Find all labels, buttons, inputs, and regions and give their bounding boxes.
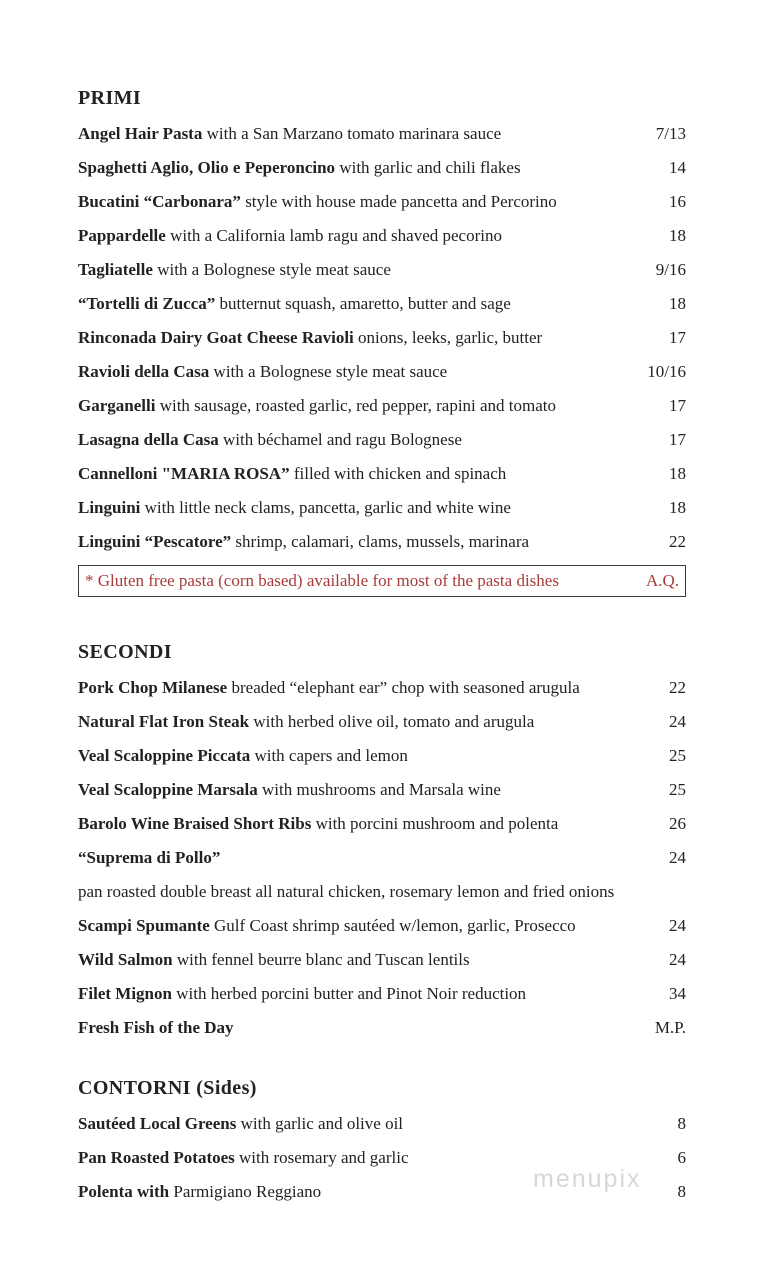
menu-item-row xyxy=(78,157,686,179)
item-desc: Parmigiano Reggiano xyxy=(169,1182,322,1201)
menu-item-row xyxy=(78,361,686,383)
item-desc: with a California lamb ragu and shaved pecorino xyxy=(165,226,502,245)
note-text: * Gluten free pasta (corn based) available for most of the pasta dishes xyxy=(85,571,559,590)
item-name: “Tortelli di Zucca” xyxy=(78,294,216,313)
item-text xyxy=(78,395,556,417)
item-name: Wild Salmon xyxy=(78,950,173,969)
item-desc: with garlic and olive oil xyxy=(236,1114,404,1133)
item-name: Lasagna della Casa xyxy=(78,430,219,449)
item-price: 18 xyxy=(669,226,686,245)
item-desc: with a Bolognese style meat sauce xyxy=(209,362,448,381)
item-desc: with rosemary and garlic xyxy=(234,1148,409,1167)
menu-item-row xyxy=(78,395,686,417)
item-price: 6 xyxy=(677,1148,686,1167)
item-price: 9/16 xyxy=(655,260,686,279)
item-desc: with capers and lemon xyxy=(250,746,408,765)
menu-item-row xyxy=(78,531,686,553)
item-name: Cannelloni "MARIA ROSA” xyxy=(78,464,290,483)
menu-item-row xyxy=(78,191,686,213)
item-price: 8 xyxy=(677,1182,686,1201)
section-title-contorni: CONTORNI (Sides) xyxy=(78,1077,257,1099)
section-title-secondi: SECONDI xyxy=(78,641,172,663)
item-desc: breaded “elephant ear” chop with seasoned arugula xyxy=(227,678,580,697)
item-name: Linguini “Pescatore” xyxy=(78,532,232,551)
menu-item-row xyxy=(78,225,686,247)
item-text xyxy=(78,259,391,281)
item-name: Scampi Spumante xyxy=(78,916,210,935)
item-name: Veal Scaloppine Marsala xyxy=(78,780,258,799)
item-price: 26 xyxy=(669,814,686,833)
item-desc: with herbed porcini butter and Pinot Noir reduction xyxy=(171,984,527,1003)
menu-item-row xyxy=(78,1017,686,1039)
item-name: Veal Scaloppine Piccata xyxy=(78,746,251,765)
menu-item-row xyxy=(78,983,686,1005)
item-text xyxy=(78,429,462,451)
item-desc: filled with chicken and spinach xyxy=(289,464,507,483)
menu-item-row xyxy=(78,711,686,733)
item-price: 22 xyxy=(669,678,686,697)
item-desc: pan roasted double breast all natural chicken, rosemary lemon and fried onions xyxy=(78,882,615,901)
item-price: 24 xyxy=(669,916,686,935)
item-price: 24 xyxy=(669,848,686,867)
item-desc: with porcini mushroom and polenta xyxy=(311,814,559,833)
item-name: Polenta with xyxy=(78,1182,170,1201)
menu-sections xyxy=(78,87,686,1203)
item-text xyxy=(78,361,447,383)
item-text xyxy=(78,677,580,699)
menu-item-row xyxy=(78,123,686,145)
item-price: 22 xyxy=(669,532,686,551)
item-text xyxy=(78,813,558,835)
menu-item-row xyxy=(78,779,686,801)
menupix-watermark: menupix xyxy=(533,1165,642,1193)
item-text xyxy=(78,1147,408,1169)
item-text xyxy=(78,779,501,801)
item-name: “Suprema di Pollo” xyxy=(78,848,221,867)
menu-item-row xyxy=(78,881,686,903)
item-price: 16 xyxy=(669,192,686,211)
menu-item-row xyxy=(78,463,686,485)
item-price: 18 xyxy=(669,294,686,313)
menu-item-row xyxy=(78,949,686,971)
item-text xyxy=(78,225,502,247)
item-price: 10/16 xyxy=(647,362,686,381)
item-text xyxy=(78,497,511,519)
item-desc: style with house made pancetta and Percorino xyxy=(240,192,557,211)
item-name: Bucatini “Carbonara” xyxy=(78,192,241,211)
menu-item-row xyxy=(78,745,686,767)
menu-item-row xyxy=(78,327,686,349)
item-desc: butternut squash, amaretto, butter and sage xyxy=(215,294,511,313)
item-text xyxy=(78,123,501,145)
item-name: Linguini xyxy=(78,498,141,517)
item-text xyxy=(78,983,526,1005)
item-price: 25 xyxy=(669,780,686,799)
item-name: Spaghetti Aglio, Olio e Peperoncino xyxy=(78,158,336,177)
item-text xyxy=(78,293,511,315)
item-text xyxy=(78,847,220,869)
item-desc: with a Bolognese style meat sauce xyxy=(152,260,391,279)
item-name: Ravioli della Casa xyxy=(78,362,210,381)
item-price: 7/13 xyxy=(655,124,686,143)
item-text xyxy=(78,881,614,903)
note-price: A.Q. xyxy=(645,571,679,590)
menu-item-row xyxy=(78,813,686,835)
item-price: 24 xyxy=(669,950,686,969)
item-price: 18 xyxy=(669,464,686,483)
item-price: 34 xyxy=(669,984,686,1003)
item-price: 24 xyxy=(669,712,686,731)
menu-item-row xyxy=(78,847,686,869)
item-desc: onions, leeks, garlic, butter xyxy=(353,328,543,347)
item-name: Pork Chop Milanese xyxy=(78,678,228,697)
item-name: Angel Hair Pasta xyxy=(78,124,203,143)
item-desc: with béchamel and ragu Bolognese xyxy=(218,430,462,449)
item-name: Barolo Wine Braised Short Ribs xyxy=(78,814,312,833)
menu-item-row xyxy=(78,497,686,519)
item-name: Tagliatelle xyxy=(78,260,153,279)
item-text xyxy=(78,915,576,937)
item-desc: with little neck clams, pancetta, garlic and white wine xyxy=(140,498,511,517)
item-name: Sautéed Local Greens xyxy=(78,1114,237,1133)
item-text xyxy=(78,949,470,971)
menu-section-primi xyxy=(78,87,686,597)
item-text xyxy=(78,191,557,213)
menu-item-row xyxy=(78,259,686,281)
item-desc: with a San Marzano tomato marinara sauce xyxy=(202,124,502,143)
menu-item-row xyxy=(78,1113,686,1135)
menu-item-row xyxy=(78,915,686,937)
gluten-free-note xyxy=(78,565,686,597)
item-name: Filet Mignon xyxy=(78,984,172,1003)
menu-item-row xyxy=(78,429,686,451)
item-name: Rinconada Dairy Goat Cheese Ravioli xyxy=(78,328,354,347)
item-desc: with garlic and chili flakes xyxy=(335,158,521,177)
menu-section-secondi xyxy=(78,641,686,1039)
item-text xyxy=(78,1017,234,1039)
item-price: 8 xyxy=(677,1114,686,1133)
item-name: Pan Roasted Potatoes xyxy=(78,1148,235,1167)
item-text xyxy=(78,463,506,485)
item-text xyxy=(78,1113,403,1135)
item-text xyxy=(78,327,542,349)
menu-item-row xyxy=(78,677,686,699)
item-text xyxy=(78,1181,321,1203)
item-price: 18 xyxy=(669,498,686,517)
menu-item-row xyxy=(78,293,686,315)
item-name: Garganelli xyxy=(78,396,156,415)
item-price: 14 xyxy=(669,158,686,177)
item-text xyxy=(78,157,521,179)
item-desc: with mushrooms and Marsala wine xyxy=(257,780,501,799)
item-name: Fresh Fish of the Day xyxy=(78,1018,234,1037)
item-price: 17 xyxy=(669,430,686,449)
item-desc: shrimp, calamari, clams, mussels, marinara xyxy=(231,532,530,551)
item-text xyxy=(78,711,534,733)
item-price: 25 xyxy=(669,746,686,765)
item-desc: with fennel beurre blanc and Tuscan lentils xyxy=(172,950,470,969)
section-title-primi: PRIMI xyxy=(78,87,142,109)
item-text xyxy=(78,531,529,553)
item-name: Pappardelle xyxy=(78,226,166,245)
item-desc: with sausage, roasted garlic, red pepper, rapini and tomato xyxy=(155,396,557,415)
item-price: 17 xyxy=(669,396,686,415)
item-price: M.P. xyxy=(654,1018,686,1037)
item-name: Natural Flat Iron Steak xyxy=(78,712,250,731)
item-text xyxy=(78,745,408,767)
item-desc: with herbed olive oil, tomato and arugula xyxy=(249,712,535,731)
item-desc: Gulf Coast shrimp sautéed w/lemon, garlic, Prosecco xyxy=(209,916,576,935)
item-price: 17 xyxy=(669,328,686,347)
